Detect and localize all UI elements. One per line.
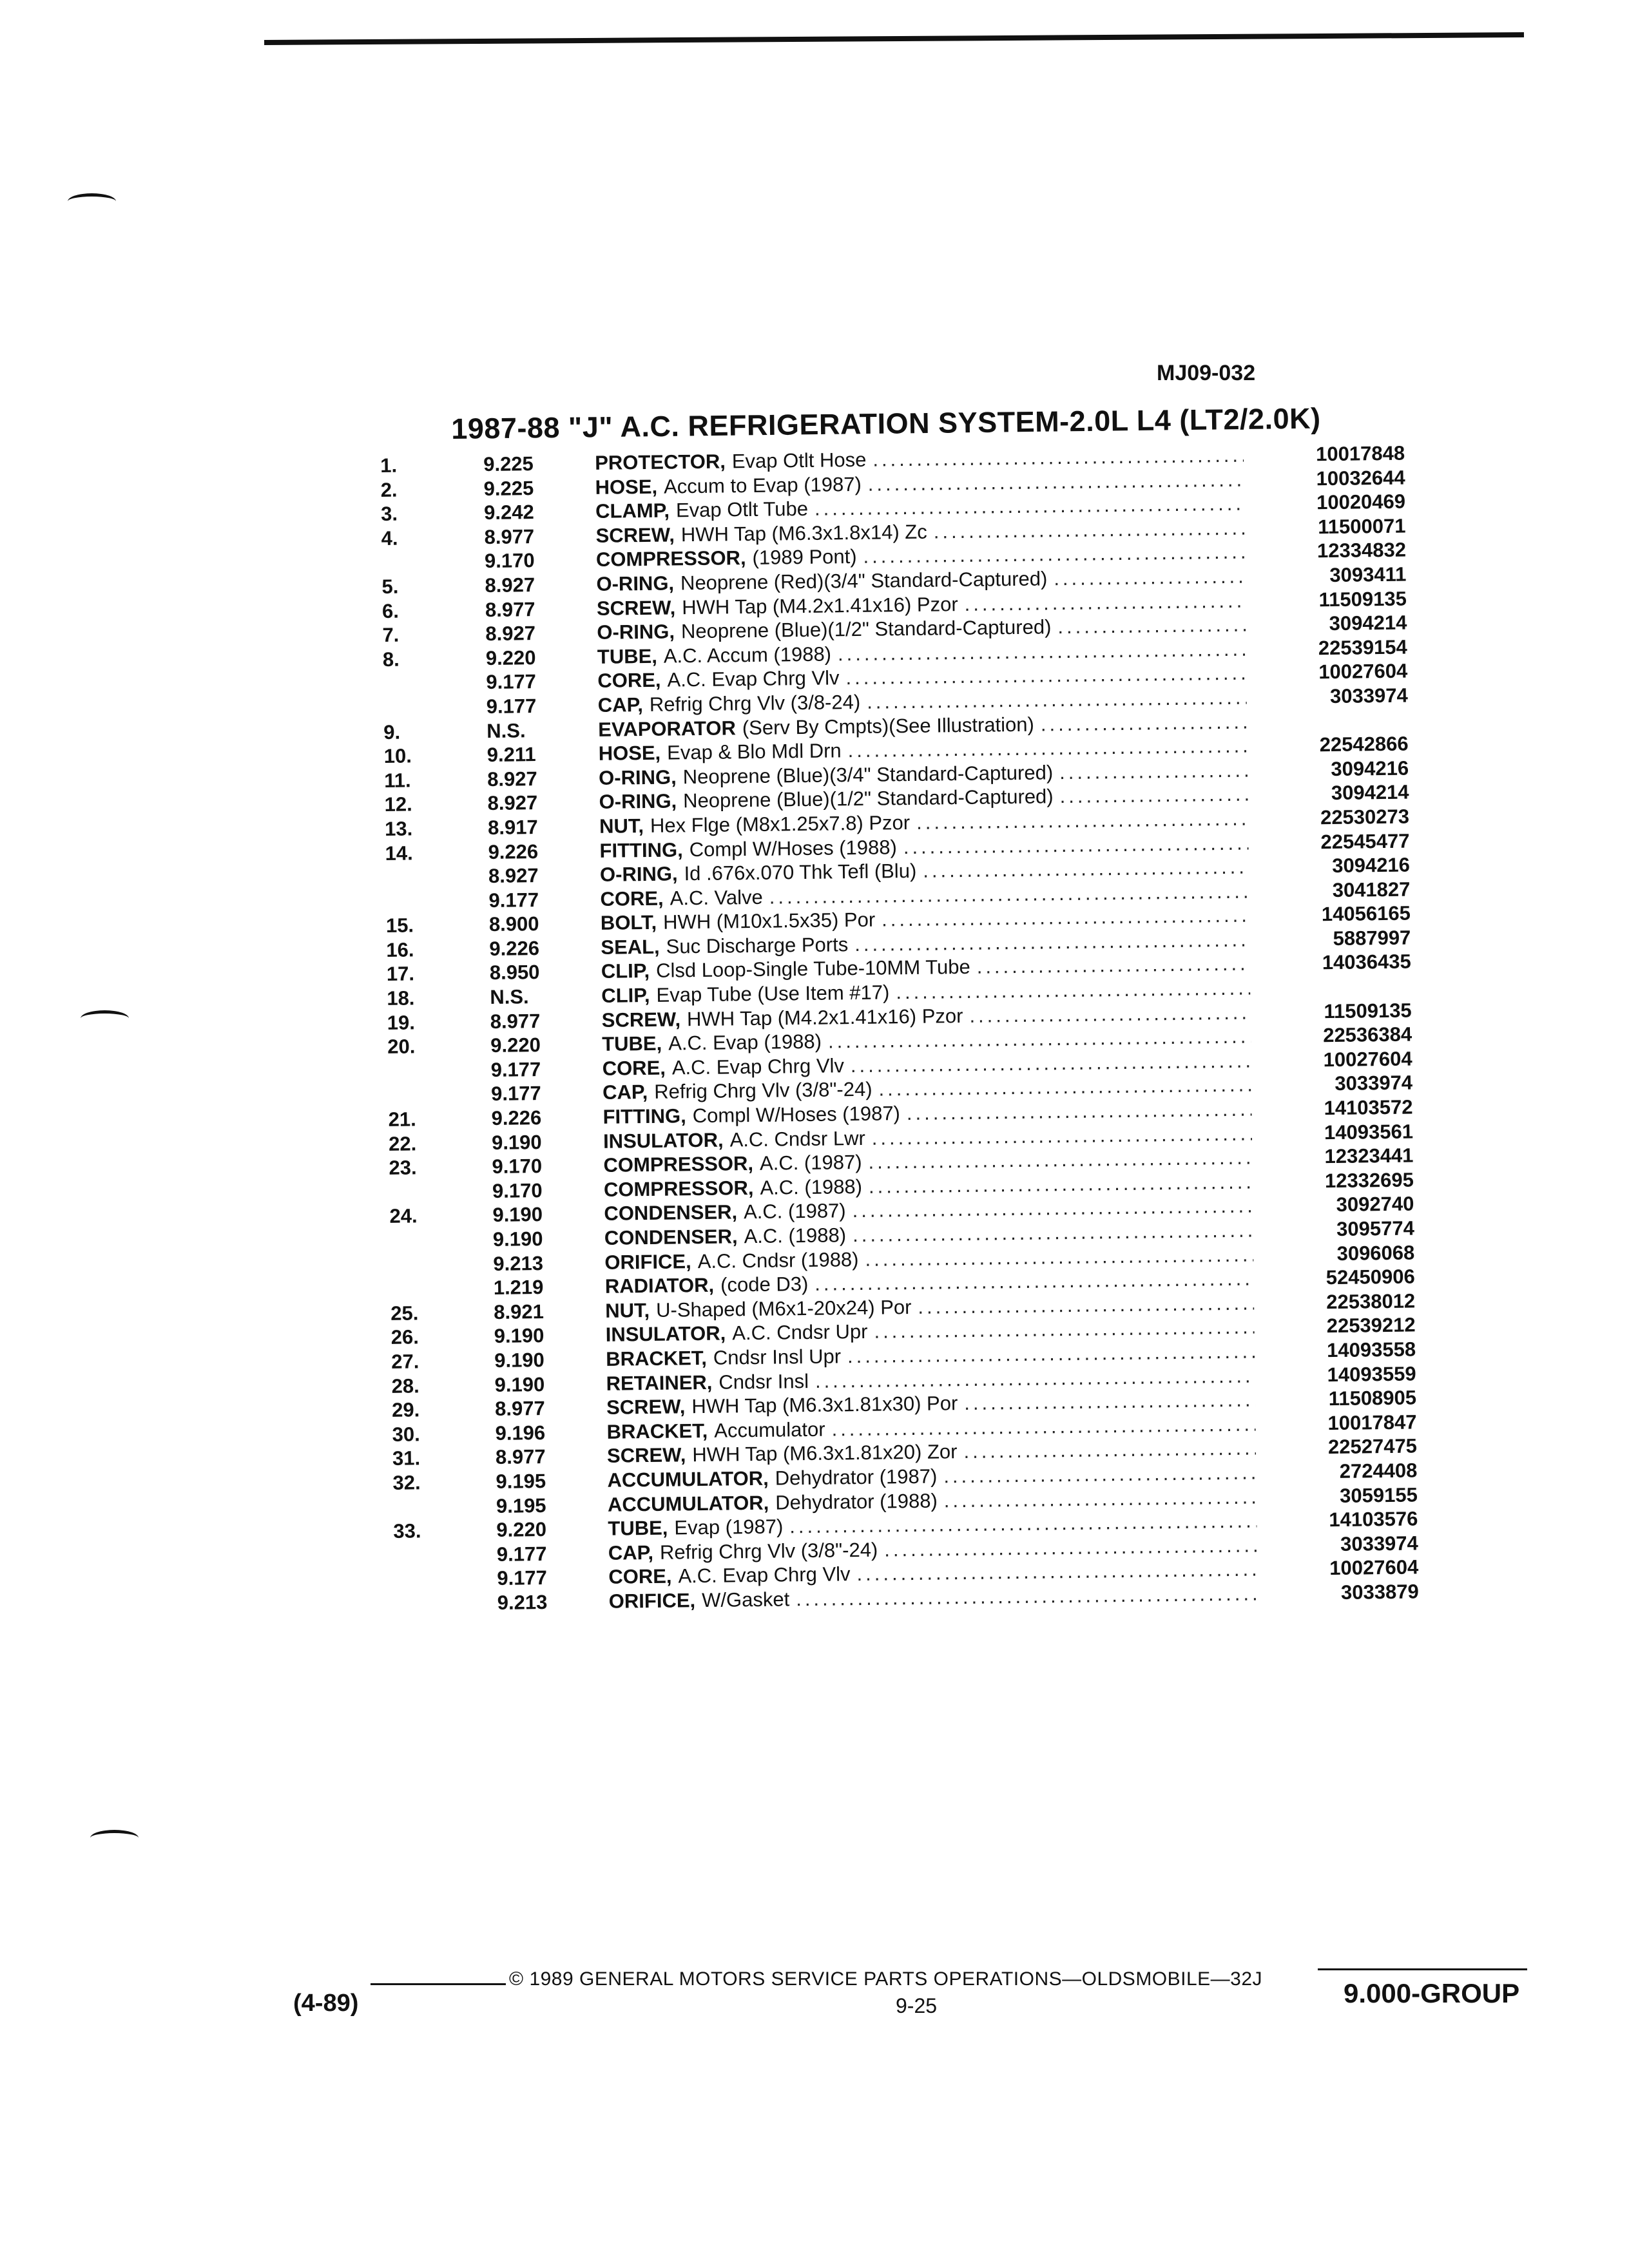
group-number: 9.170 xyxy=(484,549,535,573)
leader-dots xyxy=(963,1436,1256,1464)
part-detail: Hex Flge (M8x1.25x7.8) Pzor xyxy=(650,811,911,837)
item-number: 26. xyxy=(390,1325,419,1349)
part-detail: Dehydrator (1987) xyxy=(775,1465,938,1490)
parts-list xyxy=(380,441,1419,1617)
item-number: 13. xyxy=(384,817,413,840)
part-name: HOSE, xyxy=(598,741,661,765)
part-name: CLIP, xyxy=(601,984,650,1007)
item-number: 12. xyxy=(384,793,412,816)
part-number: 3094216 xyxy=(1332,853,1411,878)
item-number: 30. xyxy=(392,1423,420,1446)
part-number: 12334832 xyxy=(1316,538,1407,562)
part-detail: Neoprene (Blue)(1/2" Standard-Captured) xyxy=(680,615,1052,643)
leader-dots xyxy=(976,952,1250,979)
group-number: 9.226 xyxy=(489,936,540,960)
item-number: 29. xyxy=(391,1398,420,1422)
group-number: 8.900 xyxy=(488,912,539,936)
leader-dots xyxy=(918,1291,1254,1319)
part-name: EVAPORATOR xyxy=(598,716,737,741)
part-name: CAP, xyxy=(602,1081,648,1104)
part-number: 3041827 xyxy=(1332,878,1411,901)
part-name: SCREW, xyxy=(601,1008,681,1032)
part-number: 2724408 xyxy=(1339,1459,1418,1483)
top-rule xyxy=(264,32,1524,45)
item-number: 28. xyxy=(391,1374,419,1398)
part-name: HOSE, xyxy=(595,475,658,499)
item-number: 18. xyxy=(387,986,415,1010)
part-name: FITTING, xyxy=(599,838,683,862)
part-name: RADIATOR, xyxy=(604,1273,715,1298)
part-name: BOLT, xyxy=(600,911,657,935)
part-number: 3096068 xyxy=(1336,1241,1415,1265)
item-number: 27. xyxy=(391,1350,419,1373)
part-detail: Compl W/Hoses (1987) xyxy=(692,1102,901,1128)
part-name: SCREW, xyxy=(606,1443,686,1468)
part-detail: A.C. Accum (1988) xyxy=(663,642,832,668)
item-number: 33. xyxy=(393,1519,421,1542)
part-name: FITTING, xyxy=(602,1104,686,1128)
part-detail: A.C. (1988) xyxy=(760,1175,863,1199)
part-name: TUBE, xyxy=(602,1032,662,1056)
part-number: 14093559 xyxy=(1327,1362,1416,1386)
part-detail: Evap Tube (Use Item #17) xyxy=(656,981,890,1006)
group-number: 9.190 xyxy=(494,1324,545,1348)
part-number: 10027604 xyxy=(1329,1555,1419,1580)
item-number xyxy=(394,1542,452,1543)
item-number xyxy=(394,1591,452,1592)
part-number: 22539154 xyxy=(1318,635,1407,659)
group-number: 9.220 xyxy=(485,646,536,669)
group-number: 9.177 xyxy=(488,888,539,912)
group-number: 9.225 xyxy=(483,452,534,476)
part-number: 3094214 xyxy=(1331,780,1409,805)
part-detail: Refrig Chrg Vlv (3/8"-24) xyxy=(654,1078,872,1104)
leader-dots xyxy=(1057,613,1246,639)
part-detail: Refrig Chrg Vlv (3/8"-24) xyxy=(659,1538,878,1564)
group-number: 9.177 xyxy=(490,1057,541,1081)
part-name: COMPRESSOR, xyxy=(595,546,746,572)
part-number: 14056165 xyxy=(1321,901,1411,926)
leader-dots xyxy=(1041,709,1248,736)
page-number: 9-25 xyxy=(896,1994,938,2017)
group-number: 9.190 xyxy=(492,1203,543,1227)
part-name: ACCUMULATOR, xyxy=(607,1491,769,1516)
item-number: 23. xyxy=(389,1156,417,1180)
group-number: 8.927 xyxy=(487,767,537,791)
part-number: 3033879 xyxy=(1340,1580,1419,1604)
item-number: 9. xyxy=(383,720,401,744)
part-number: 12332695 xyxy=(1324,1168,1414,1192)
part-name: CAP, xyxy=(597,693,644,716)
part-number: 3094214 xyxy=(1329,611,1407,635)
part-detail: Neoprene (Red)(3/4" Standard-Captured) xyxy=(680,567,1048,595)
leader-dots xyxy=(933,515,1244,543)
part-name: NUT, xyxy=(605,1298,650,1322)
part-detail: HWH (M10x1.5x35) Por xyxy=(662,908,876,934)
leader-dots xyxy=(1059,758,1248,784)
part-detail: Refrig Chrg Vlv (3/8-24) xyxy=(649,690,861,716)
group-number: 9.170 xyxy=(492,1155,543,1178)
part-name: O-RING, xyxy=(598,765,677,789)
group-number: 9.177 xyxy=(490,1082,541,1106)
item-number: 8. xyxy=(382,648,400,671)
part-name: CORE, xyxy=(597,669,661,693)
item-number: 14. xyxy=(385,841,413,865)
item-number: 31. xyxy=(392,1446,421,1470)
item-number xyxy=(388,1082,446,1083)
part-number: 10027604 xyxy=(1318,659,1408,684)
part-name: O-RING, xyxy=(596,572,675,595)
part-detail: A.C. Cndsr Upr xyxy=(732,1320,868,1345)
group-number: 9.190 xyxy=(494,1348,545,1372)
part-detail: Evap (1987) xyxy=(674,1515,784,1539)
item-number: 24. xyxy=(389,1204,418,1228)
group-number: 8.921 xyxy=(494,1300,545,1323)
item-number xyxy=(385,889,443,890)
part-detail: Neoprene (Blue)(1/2" Standard-Captured) xyxy=(682,785,1054,812)
part-number: 14093558 xyxy=(1326,1338,1416,1362)
group-number: 9.170 xyxy=(492,1178,543,1202)
group-number: 9.177 xyxy=(496,1542,547,1566)
item-number: 2. xyxy=(380,478,398,501)
part-number: 22527475 xyxy=(1327,1434,1418,1459)
part-number: 10017848 xyxy=(1315,441,1405,466)
part-name: ACCUMULATOR, xyxy=(607,1466,769,1492)
group-number: 9.225 xyxy=(483,476,534,500)
part-number: 3059155 xyxy=(1339,1483,1418,1507)
part-number: 3094216 xyxy=(1331,756,1409,780)
group-number: 8.927 xyxy=(485,573,535,597)
margin-mark xyxy=(81,1010,129,1026)
item-number xyxy=(390,1252,448,1253)
group-number: 8.927 xyxy=(485,622,536,646)
part-name: COMPRESSOR, xyxy=(603,1152,754,1177)
group-number: 9.220 xyxy=(490,1033,541,1057)
page-title: 1987-88 "J" A.C. REFRIGERATION SYSTEM-2.0L L4 (LT2/2.0K) xyxy=(451,401,1321,445)
item-number xyxy=(393,1494,451,1495)
leader-dots xyxy=(964,588,1246,616)
group-number: 9.190 xyxy=(494,1372,545,1396)
part-name: SEAL, xyxy=(601,935,660,959)
group-number: 9.226 xyxy=(491,1106,542,1129)
part-number: 22539212 xyxy=(1326,1313,1416,1338)
part-name: O-RING, xyxy=(599,789,677,814)
group-number: 8.917 xyxy=(487,815,538,839)
part-detail: (Serv By Cmpts)(See Illustration) xyxy=(742,713,1035,739)
part-detail: A.C. (1987) xyxy=(759,1151,862,1175)
item-number: 20. xyxy=(387,1035,416,1059)
part-name: O-RING, xyxy=(599,862,678,886)
part-name: COMPRESSOR, xyxy=(603,1176,754,1201)
part-number: 11508905 xyxy=(1328,1386,1417,1410)
group-number: 9.190 xyxy=(492,1227,543,1251)
part-detail: Accum to Evap (1987) xyxy=(663,472,862,498)
part-detail: W/Gasket xyxy=(701,1588,790,1611)
margin-mark xyxy=(68,193,116,209)
part-detail: A.C. Evap Chrg Vlv xyxy=(667,666,840,691)
part-name: SCREW, xyxy=(595,523,675,547)
group-number: 8.977 xyxy=(494,1397,545,1421)
part-number: 22530273 xyxy=(1320,805,1410,829)
group-number: 9.226 xyxy=(488,840,539,863)
leader-dots xyxy=(1054,564,1246,591)
item-number: 25. xyxy=(390,1302,419,1325)
leader-dots xyxy=(907,1097,1252,1126)
part-number: 22542866 xyxy=(1319,732,1409,756)
part-number: 11509135 xyxy=(1324,999,1412,1023)
part-detail: Evap Otlt Tube xyxy=(675,497,809,522)
part-name: O-RING, xyxy=(597,620,675,644)
part-name: ORIFICE, xyxy=(604,1249,691,1274)
group-number: 8.977 xyxy=(495,1445,546,1469)
part-number: 22538012 xyxy=(1326,1289,1416,1313)
part-detail: HWH Tap (M6.3x1.8x14) Zc xyxy=(680,520,927,546)
part-number: 10020469 xyxy=(1316,490,1406,514)
part-name: INSULATOR, xyxy=(602,1128,724,1153)
part-detail: A.C. (1988) xyxy=(744,1224,847,1248)
part-name: PROTECTOR, xyxy=(594,450,726,474)
part-detail: Cndsr Insl Upr xyxy=(713,1345,842,1369)
part-detail: A.C. Cndsr Lwr xyxy=(729,1126,865,1151)
group-number: 9.213 xyxy=(497,1590,548,1614)
leader-dots xyxy=(903,831,1249,859)
leader-dots xyxy=(964,1388,1255,1416)
footer-rule-right xyxy=(1318,1968,1527,1970)
part-name: CORE, xyxy=(602,1056,666,1080)
item-number xyxy=(383,695,441,696)
copyright-notice: © 1989 GENERAL MOTORS SERVICE PARTS OPERATIONS—OLDSMOBILE—32J xyxy=(509,1968,1263,1990)
part-name: SCREW, xyxy=(606,1395,686,1419)
part-detail: A.C. Cndsr (1988) xyxy=(697,1247,859,1273)
item-number: 11. xyxy=(383,769,411,792)
group-number: 9.213 xyxy=(493,1251,544,1275)
part-detail: (1989 Pont) xyxy=(752,545,857,570)
part-number: 3093411 xyxy=(1329,562,1407,586)
item-number: 3. xyxy=(380,502,398,526)
group-number: 9.195 xyxy=(496,1469,546,1493)
part-name: INSULATOR, xyxy=(605,1321,726,1347)
part-detail: HWH Tap (M6.3x1.81x20) Zor xyxy=(692,1440,958,1466)
part-detail: (code D3) xyxy=(720,1273,809,1296)
part-detail: Accumulator xyxy=(714,1418,825,1442)
part-detail: HWH Tap (M4.2x1.41x16) Pzor xyxy=(682,592,958,619)
group-number: N.S. xyxy=(487,718,526,742)
item-number: 5. xyxy=(381,575,399,598)
group-number: 8.977 xyxy=(490,1009,541,1033)
leader-dots xyxy=(969,1000,1251,1028)
footer-rule-left xyxy=(371,1983,506,1985)
part-detail: A.C. Evap Chrg Vlv xyxy=(678,1562,851,1588)
group-number: 9.211 xyxy=(487,743,536,767)
group-number: 9.195 xyxy=(496,1494,546,1517)
part-name: BRACKET, xyxy=(605,1346,708,1370)
part-name: SCREW, xyxy=(596,595,676,620)
group-number: 9.190 xyxy=(491,1130,542,1154)
group-label: 9.000-GROUP xyxy=(1344,1978,1520,2008)
group-number: 8.927 xyxy=(487,791,538,815)
item-number xyxy=(390,1276,448,1277)
item-number: 16. xyxy=(386,938,414,961)
item-number: 15. xyxy=(385,914,414,937)
part-name: TUBE, xyxy=(608,1516,668,1540)
item-number: 19. xyxy=(387,1011,416,1034)
part-name: ORIFICE, xyxy=(608,1589,696,1613)
item-number: 10. xyxy=(383,744,412,768)
part-name: CORE, xyxy=(600,887,664,910)
part-detail: HWH Tap (M6.3x1.81x30) Por xyxy=(691,1392,958,1418)
part-number: 10032644 xyxy=(1316,466,1405,490)
part-number: 3095774 xyxy=(1336,1216,1415,1240)
leader-dots xyxy=(943,1460,1257,1488)
group-number: 9.177 xyxy=(486,670,537,694)
leader-dots xyxy=(1059,782,1248,809)
part-name: CLIP, xyxy=(601,959,650,983)
part-detail: Clsd Loop-Single Tube-10MM Tube xyxy=(655,956,970,983)
leader-dots xyxy=(796,1581,1258,1611)
leader-dots xyxy=(923,855,1249,883)
item-number xyxy=(390,1228,448,1229)
document-code: MJ09-032 xyxy=(1157,361,1256,385)
item-number: 22. xyxy=(388,1132,417,1155)
part-number: 14103576 xyxy=(1329,1507,1418,1532)
part-detail: U-Shaped (M6x1-20x24) Por xyxy=(655,1295,912,1321)
group-number: 8.927 xyxy=(488,864,539,888)
part-name: RETAINER, xyxy=(606,1370,713,1395)
part-number: 14093561 xyxy=(1324,1120,1414,1144)
item-number xyxy=(394,1567,452,1568)
part-name: TUBE, xyxy=(597,644,658,668)
part-detail: A.C. Valve xyxy=(670,885,764,910)
group-number: 9.196 xyxy=(495,1421,546,1445)
part-number: 11509135 xyxy=(1318,587,1407,611)
part-name: BRACKET, xyxy=(606,1419,708,1443)
part-detail: A.C. (1987) xyxy=(743,1199,846,1224)
part-name: CORE, xyxy=(608,1564,672,1589)
group-number: 9.177 xyxy=(486,695,537,718)
part-number: 3092740 xyxy=(1336,1192,1414,1216)
part-detail: HWH Tap (M4.2x1.41x16) Pzor xyxy=(686,1004,963,1030)
part-detail: Compl W/Hoses (1988) xyxy=(689,835,898,861)
part-detail: A.C. Evap Chrg Vlv xyxy=(671,1054,845,1079)
item-number: 4. xyxy=(381,526,398,550)
margin-mark xyxy=(90,1830,139,1846)
part-number: 11500071 xyxy=(1318,514,1406,539)
part-name: NUT, xyxy=(599,814,644,838)
part-number: 14036435 xyxy=(1322,950,1411,974)
leader-dots xyxy=(944,1485,1257,1513)
part-number: 10017847 xyxy=(1327,1410,1417,1434)
part-number: 3033974 xyxy=(1329,684,1408,707)
item-number: 32. xyxy=(392,1471,421,1494)
part-number: 12323441 xyxy=(1324,1144,1414,1168)
leader-dots xyxy=(916,806,1248,834)
item-number: 7. xyxy=(382,623,400,647)
item-number: 6. xyxy=(381,599,400,622)
group-number: 9.242 xyxy=(483,501,534,524)
part-detail: Suc Discharge Ports xyxy=(666,933,849,958)
item-number: 21. xyxy=(388,1108,416,1131)
part-number: 22536384 xyxy=(1322,1023,1412,1047)
part-number: 3033974 xyxy=(1340,1532,1418,1555)
part-number: 52450906 xyxy=(1325,1265,1415,1289)
part-name: CAP, xyxy=(608,1541,654,1564)
part-detail: Neoprene (Blue)(3/4" Standard-Captured) xyxy=(682,761,1054,789)
part-detail: A.C. Evap (1988) xyxy=(668,1030,822,1055)
part-name: CLAMP, xyxy=(595,499,670,523)
group-number: N.S. xyxy=(490,985,529,1009)
group-number: 1.219 xyxy=(493,1276,544,1300)
group-number: 8.950 xyxy=(489,961,540,985)
item-number: 17. xyxy=(386,962,415,986)
part-number: 14103572 xyxy=(1324,1095,1413,1120)
group-number: 8.977 xyxy=(484,524,535,548)
part-detail: Cndsr Insl xyxy=(718,1369,809,1394)
part-detail: Evap & Blo Mdl Drn xyxy=(666,739,842,764)
part-name: CONDENSER, xyxy=(604,1200,738,1225)
part-detail: Id .676x.070 Thk Tefl (Blu) xyxy=(684,859,917,885)
part-number: 3033974 xyxy=(1335,1071,1413,1095)
part-detail: Evap Otlt Hose xyxy=(731,448,867,473)
group-number: 9.220 xyxy=(496,1518,547,1542)
part-number: 5887997 xyxy=(1333,926,1411,950)
group-number: 8.977 xyxy=(485,597,535,621)
part-number: 22545477 xyxy=(1320,829,1410,853)
revision-date: (4-89) xyxy=(293,1990,359,2017)
part-number: 10027604 xyxy=(1323,1047,1412,1072)
item-number: 1. xyxy=(380,454,398,477)
group-number: 9.177 xyxy=(497,1566,548,1590)
part-detail: Dehydrator (1988) xyxy=(775,1489,938,1514)
part-name: CONDENSER, xyxy=(604,1225,738,1249)
